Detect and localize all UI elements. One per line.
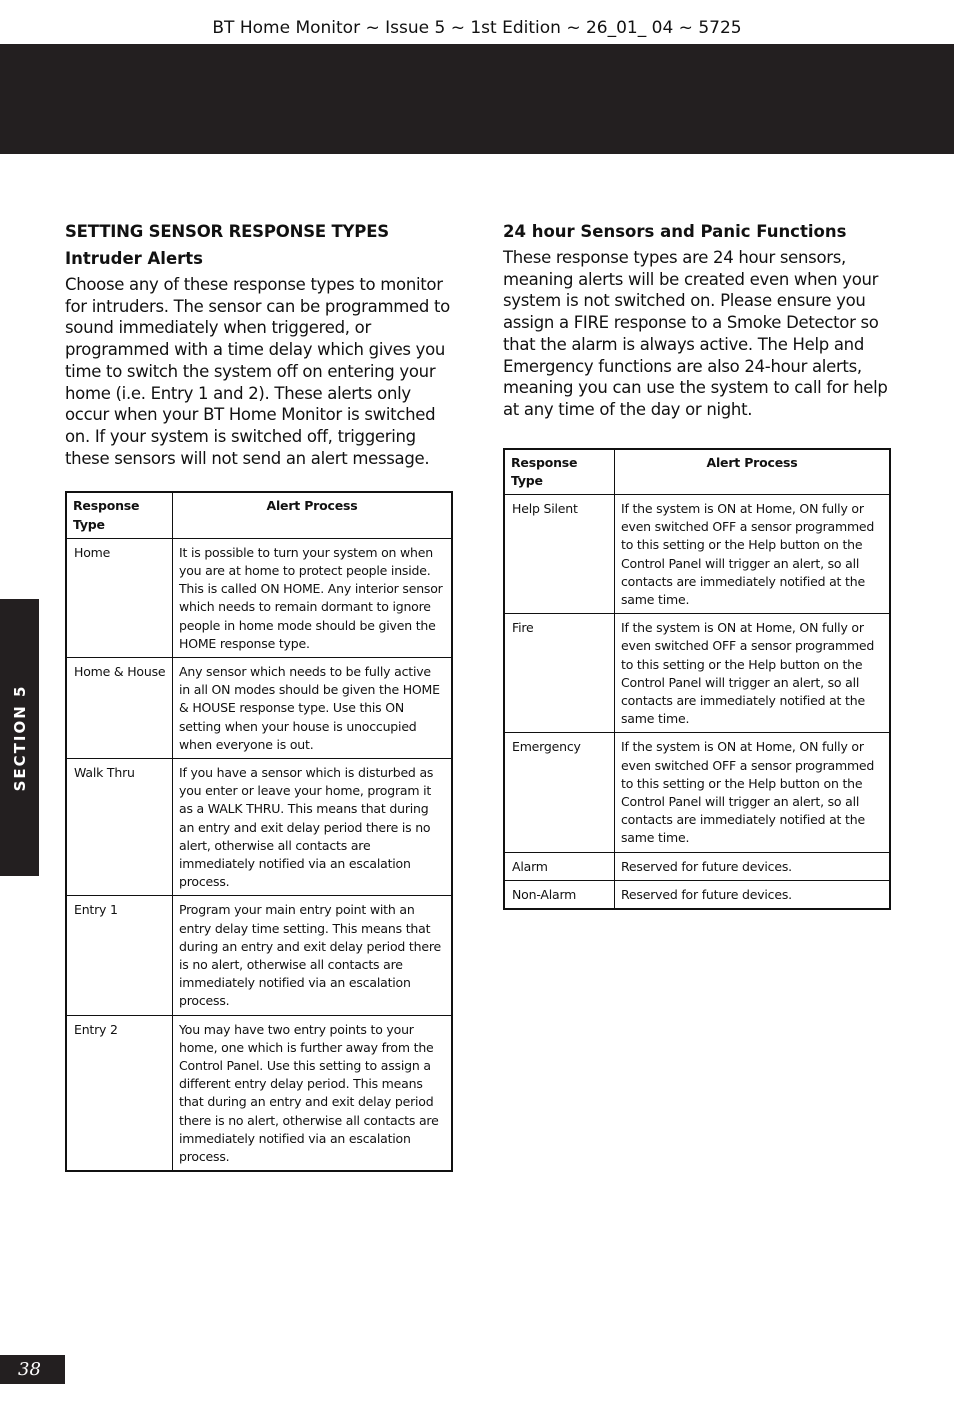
- response-type-cell: Fire: [504, 614, 615, 733]
- right-column: [503, 222, 891, 910]
- column-header-response-type: Response Type: [504, 449, 615, 495]
- alert-process-cell: If the system is ON at Home, ON fully or even switched OFF a sensor programmed to this setting or the Help button on the Control Panel will trigger an alert, so all contacts are immediately notified at the same time.: [615, 495, 891, 614]
- section-tab: [0, 599, 39, 876]
- table-row: [66, 1015, 452, 1171]
- alert-process-cell: If you have a sensor which is disturbed as you enter or leave your home, program it as a WALK THRU. This means that during an entry and exit delay period there is no alert, otherwise all contacts are immediately notified via an escalation process.: [173, 758, 453, 895]
- alert-process-cell: You may have two entry points to your home, one which is further away from the Control Panel. Use this setting to assign a different entry delay period. This means that during an entry and exit delay period there is no alert, otherwise all contacts are immediately notified via an escalation process.: [173, 1015, 453, 1171]
- intruder-response-table: [65, 491, 453, 1172]
- 24-hour-response-table: [503, 448, 891, 910]
- 24-hour-sensors-title: 24 hour Sensors and Panic Functions: [503, 222, 847, 241]
- column-header-alert-process: Alert Process: [615, 449, 891, 495]
- document-header: BT Home Monitor ~ Issue 5 ~ 1st Edition ~ 26_01_ 04 ~ 5725: [212, 18, 742, 38]
- table-header-row: [504, 449, 890, 495]
- alert-process-cell: If the system is ON at Home, ON fully or even switched OFF a sensor programmed to this setting or the Help button on the Control Panel will trigger an alert, so all contacts are immediately notified at the same time.: [615, 733, 891, 852]
- alert-process-cell: Program your main entry point with an entry delay time setting. This means that during an entry and exit delay period there is no alert, otherwise all contacts are immediately notified via an escalation process.: [173, 896, 453, 1015]
- alert-process-cell: It is possible to turn your system on when you are at home to protect people inside. This is called ON HOME. Any interior sensor which needs to remain dormant to ignore people in home mode should be given the HOME response type.: [173, 538, 453, 657]
- table-row: [504, 614, 890, 733]
- table-row: [504, 733, 890, 852]
- response-type-cell: Entry 2: [66, 1015, 173, 1171]
- table-header-row: [66, 492, 452, 538]
- intruder-alerts-paragraph: Choose any of these response types to monitor for intruders. The sensor can be programmed to sound immediately when triggered, or programmed with a time delay which gives you time to switch the system off on entering your home (i.e. Entry 1 and 2). These alerts only occur when your BT Home Monitor is switched on. If your system is switched off, triggering these sensors will not send an alert message.: [65, 275, 450, 468]
- table-row: [66, 657, 452, 758]
- response-type-cell: Alarm: [504, 852, 615, 880]
- table-row: [504, 495, 890, 614]
- intruder-alerts-title: Intruder Alerts: [65, 249, 204, 268]
- page-number: 38: [0, 1355, 65, 1384]
- alert-process-cell: Reserved for future devices.: [615, 880, 891, 909]
- table-row: [504, 852, 890, 880]
- response-type-cell: Help Silent: [504, 495, 615, 614]
- column-header-response-type: Response Type: [66, 492, 173, 538]
- table-row: [66, 896, 452, 1015]
- section-tab-label: SECTION 5: [10, 684, 29, 791]
- table-row: [66, 758, 452, 895]
- response-type-cell: Home & House: [66, 657, 173, 758]
- section-title: SETTING SENSOR RESPONSE TYPES: [65, 222, 389, 241]
- response-type-cell: Home: [66, 538, 173, 657]
- table-row: [66, 538, 452, 657]
- table-row: [504, 880, 890, 909]
- left-column: [65, 222, 453, 1172]
- response-type-cell: Emergency: [504, 733, 615, 852]
- header-band: [0, 44, 954, 154]
- column-header-alert-process: Alert Process: [173, 492, 453, 538]
- response-type-cell: Entry 1: [66, 896, 173, 1015]
- alert-process-cell: Reserved for future devices.: [615, 852, 891, 880]
- response-type-cell: Walk Thru: [66, 758, 173, 895]
- response-type-cell: Non-Alarm: [504, 880, 615, 909]
- 24-hour-sensors-paragraph: These response types are 24 hour sensors, meaning alerts will be created even when your system is not switched on. Please ensure you assign a FIRE response to a Smoke Detector so that the alarm is always active. The Help and Emergency functions are also 24-hour alerts, meaning you can use the system to call for help at any time of the day or night.: [503, 248, 888, 419]
- alert-process-cell: If the system is ON at Home, ON fully or even switched OFF a sensor programmed to this setting or the Help button on the Control Panel will trigger an alert, so all contacts are immediately notified at the same time.: [615, 614, 891, 733]
- alert-process-cell: Any sensor which needs to be fully active in all ON modes should be given the HOME & HOUSE response type. Use this ON setting when your house is unoccupied when everyone is out.: [173, 657, 453, 758]
